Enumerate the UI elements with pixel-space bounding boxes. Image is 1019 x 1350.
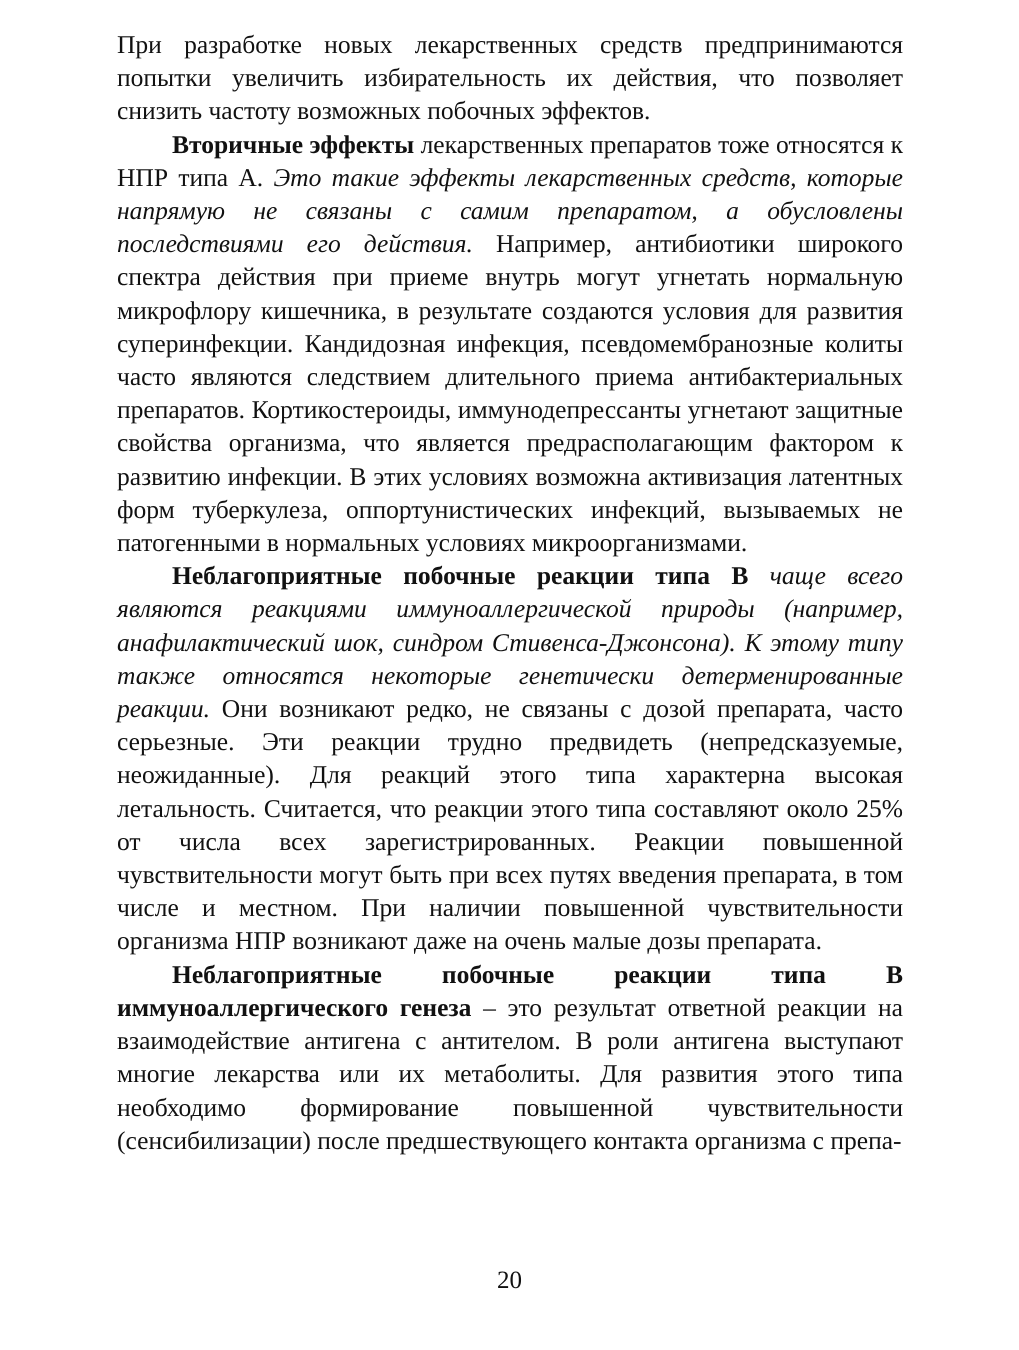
text-run: Они возникают редко, не связаны с дозой препарата, часто серьезные. Эти реакции трудно предвидеть (непредсказуемые, неожиданные). Для реакций этого типа характерна высокая летальность. Считается, что реакции этого типа составляют около 25% от числа всех зарегистрированных. Реакции повышенной чувствительности могут быть при всех путях введения препарата, в том числе и местном. При наличии повышенной чувствительности организма НПР возникают даже на очень малые дозы препарата.	[117, 694, 903, 956]
text-run	[748, 561, 769, 590]
term-immunoallergic: Неблагоприятные побочные реакции типа В иммуноаллергического генеза	[117, 959, 903, 1022]
intro-text: При разработке новых лекарственных средств предпринимаются попытки увеличить избирательность их действия, что позволяет снизить частоту возможных побочных эффектов.	[117, 30, 903, 126]
term-secondary-effects: Вторичные эффекты	[172, 129, 415, 159]
paragraph-type-b-reactions	[117, 559, 903, 957]
text-run: – это результат ответной реакции на взаимодействие антигена с антителом. В роли антигена выступают многие лекарства или их метаболиты. Для развития этого типа необходимо формирование повышенной чувствительности (сенсибилизации) после предшествующего контакта организма с препа-	[117, 992, 903, 1155]
text-run: Например, антибиотики широкого спектра действия при приеме внутрь могут угнетать нормальную микрофлору кишечника, в результате создаются условия для развития суперинфекции. Кандидозная инфекция, псевдомембранозные колиты часто являются следствием длительного приема антибактериальных препаратов. Кортикостероиды, иммунодепрессанты угнетают защитные свойства организма, что является предрасполагающим фактором к развитию инфекции. В этих условиях возможна активизация латентных форм туберкулеза, оппортунистических инфекций, вызываемых не патогенными в нормальных условиях микроорганизмами.	[117, 229, 903, 558]
page-body	[117, 28, 903, 1157]
term-type-b-reactions: Неблагоприятные побочные реакции типа В	[172, 561, 749, 591]
paragraph-secondary-effects	[117, 128, 903, 560]
paragraph-intro	[117, 28, 903, 128]
text-run: лекарственных препаратов тоже относятся к НПР типа А.	[117, 129, 903, 192]
definition-secondary-effects: Это такие эффекты лекарственных средств, которые напрямую не связаны с самим препаратом, а обусловлены последствиями его действия.	[117, 162, 903, 259]
definition-type-b-reactions: чаще всего являются реакциями иммуноаллергической природы (например, анафилактический шок, синдром Стивенса-Джонсона). К этому типу также относятся некоторые генетически детерменированные реакции.	[117, 561, 904, 724]
paragraph-immunoallergic	[117, 958, 903, 1157]
page-number: 20	[497, 1267, 522, 1294]
